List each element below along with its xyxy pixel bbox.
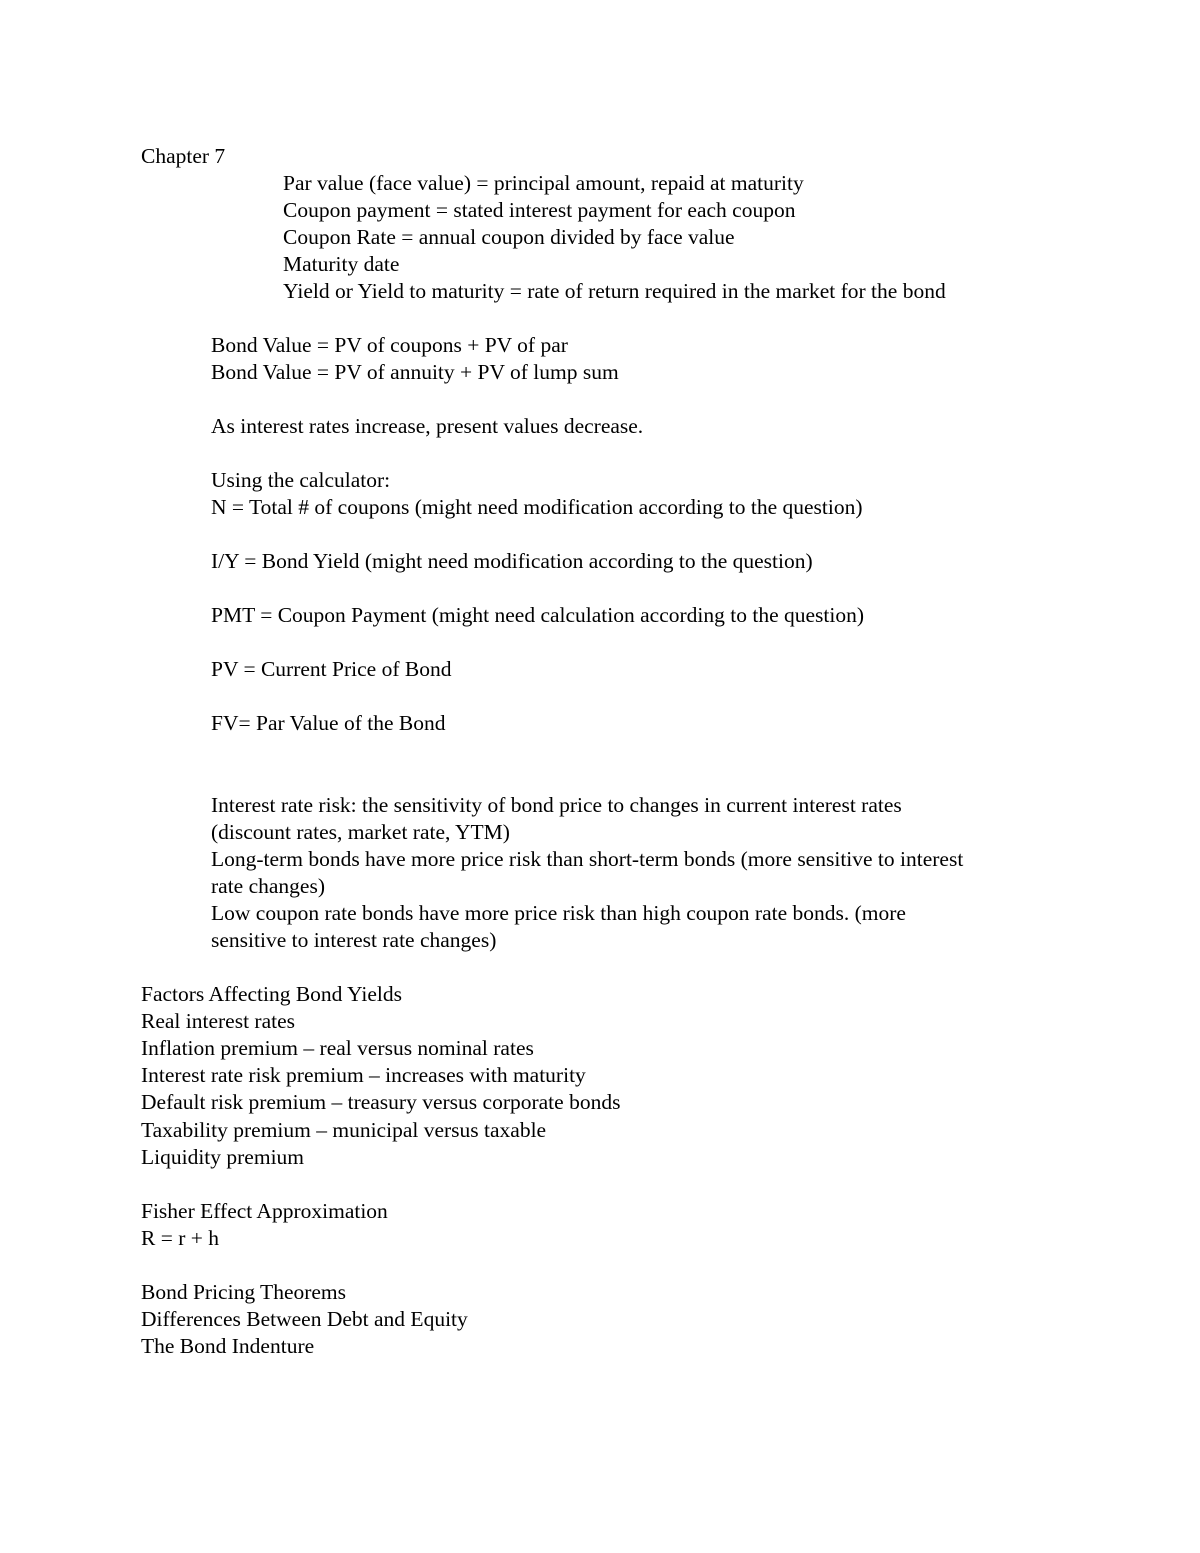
factor-item: Default risk premium – treasury versus corporate bonds — [141, 1090, 621, 1114]
fisher-formula: R = r + h — [141, 1226, 220, 1250]
calculator-fv: FV= Par Value of the Bond — [211, 711, 446, 735]
topic-bond-indenture: The Bond Indenture — [141, 1334, 315, 1358]
calculator-n: N = Total # of coupons (might need modification according to the question) — [211, 495, 863, 519]
definition-coupon-rate: Coupon Rate = annual coupon divided by face value — [283, 225, 735, 249]
factor-item: Real interest rates — [141, 1009, 296, 1033]
definition-coupon-payment: Coupon payment = stated interest payment for each coupon — [283, 198, 796, 222]
definition-maturity-date: Maturity date — [283, 252, 400, 276]
calculator-iy: I/Y = Bond Yield (might need modification according to the question) — [211, 549, 813, 573]
factor-item: Interest rate risk premium – increases with maturity — [141, 1063, 586, 1087]
factors-heading: Factors Affecting Bond Yields — [141, 982, 402, 1006]
topic-bond-pricing-theorems: Bond Pricing Theorems — [141, 1280, 347, 1304]
factor-item: Liquidity premium — [141, 1145, 305, 1169]
chapter-heading: Chapter 7 — [141, 144, 226, 168]
risk-line: Long-term bonds have more price risk than short-term bonds (more sensitive to interest — [211, 847, 964, 871]
rates-note: As interest rates increase, present values decrease. — [211, 414, 644, 438]
risk-line: rate changes) — [211, 874, 325, 898]
risk-line: (discount rates, market rate, YTM) — [211, 820, 510, 844]
risk-line: sensitive to interest rate changes) — [211, 928, 497, 952]
risk-line: Low coupon rate bonds have more price risk than high coupon rate bonds. (more — [211, 901, 906, 925]
risk-line: Interest rate risk: the sensitivity of bond price to changes in current interest rates — [211, 793, 902, 817]
topic-debt-vs-equity: Differences Between Debt and Equity — [141, 1307, 468, 1331]
bond-value-formula-2: Bond Value = PV of annuity + PV of lump sum — [211, 360, 619, 384]
definition-par-value: Par value (face value) = principal amount, repaid at maturity — [283, 171, 804, 195]
calculator-pv: PV = Current Price of Bond — [211, 657, 452, 681]
factor-item: Taxability premium – municipal versus taxable — [141, 1118, 547, 1142]
fisher-heading: Fisher Effect Approximation — [141, 1199, 388, 1223]
calculator-pmt: PMT = Coupon Payment (might need calculation according to the question) — [211, 603, 865, 627]
calculator-heading: Using the calculator: — [211, 468, 391, 492]
bond-value-formula-1: Bond Value = PV of coupons + PV of par — [211, 333, 568, 357]
definition-yield: Yield or Yield to maturity = rate of return required in the market for the bond — [283, 279, 946, 303]
factor-item: Inflation premium – real versus nominal rates — [141, 1036, 534, 1060]
